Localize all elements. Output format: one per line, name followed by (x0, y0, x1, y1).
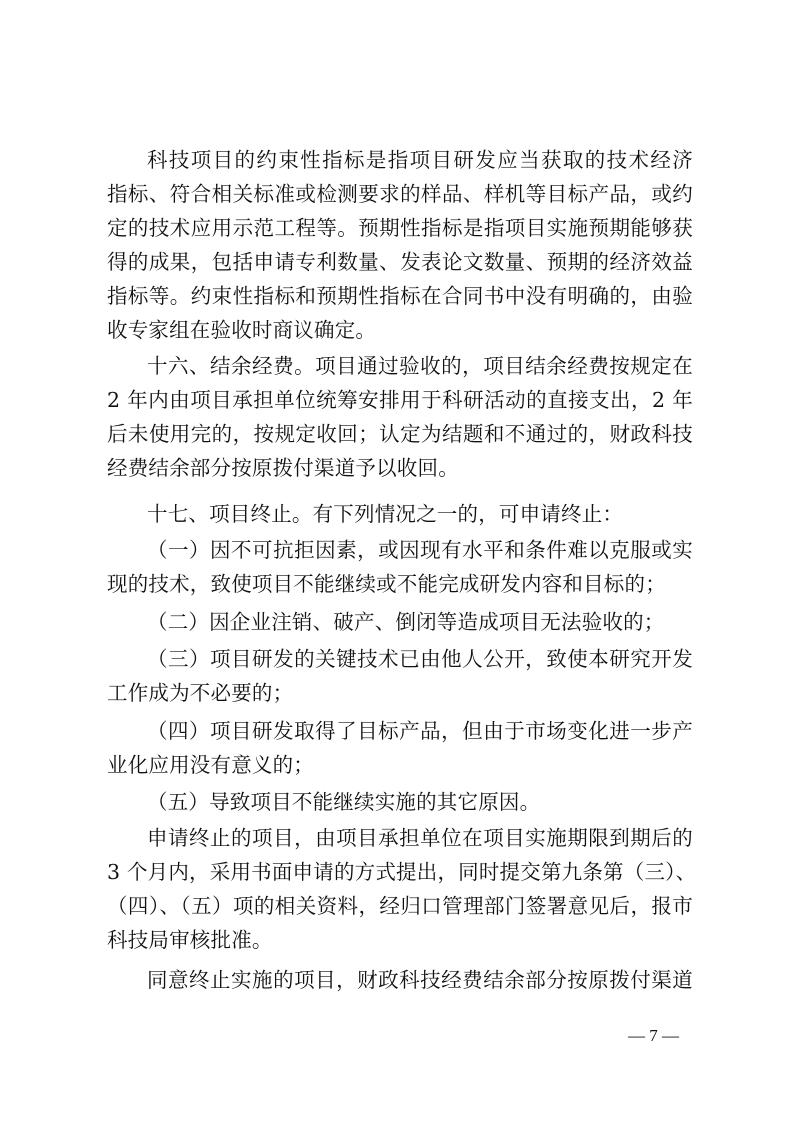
text-line: （四）项目研发取得了目标产品，但由于市场变化进一步产 (147, 719, 693, 743)
text-line: 科技局审核批准。 (107, 928, 273, 952)
text-line: 同意终止实施的项目，财政科技经费结余部分按原拨付渠道 (147, 968, 693, 992)
text-line: 2 年内由项目承担单位统筹安排用于科研活动的直接支出，2 年 (107, 388, 693, 412)
text-line: 指标、符合相关标准或检测要求的样品、样机等目标产品，或约 (107, 182, 693, 206)
text-line: 3 个月内，采用书面申请的方式提出，同时提交第九条第（三）、 (107, 860, 697, 884)
text-line: 定的技术应用示范工程等。预期性指标是指项目实施预期能够获 (107, 216, 693, 240)
text-line: （四）、（五）项的相关资料，经归口管理部门签署意见后，报市 (107, 894, 693, 918)
text-line: （一）因不可抗拒因素，或因现有水平和条件难以克服或实 (147, 538, 693, 562)
text-line: 现的技术，致使项目不能继续或不能完成研发内容和目标的； (107, 572, 666, 596)
text-line: 十六、结余经费。项目通过验收的，项目结余经费按规定在 (147, 354, 693, 378)
text-line: 业化应用没有意义的； (107, 753, 314, 777)
text-line: （五）导致项目不能继续实施的其它原因。 (147, 790, 541, 814)
text-line: 工作成为不必要的； (107, 681, 294, 705)
text-line: 收专家组在验收时商议确定。 (107, 318, 377, 342)
page-number: — 7 — (628, 1026, 679, 1045)
text-line: 指标等。约束性指标和预期性指标在合同书中没有明确的，由验 (107, 284, 693, 308)
text-line: （三）项目研发的关键技术已由他人公开，致使本研究开发 (147, 647, 693, 671)
text-line: 申请终止的项目，由项目承担单位在项目实施期限到期后的 (147, 826, 693, 850)
text-line: 科技项目的约束性指标是指项目研发应当获取的技术经济 (147, 148, 693, 172)
text-line: 得的成果，包括申请专利数量、发表论文数量、预期的经济效益 (107, 250, 693, 274)
text-line: （二）因企业注销、破产、倒闭等造成项目无法验收的； (147, 610, 665, 634)
text-line: 后未使用完的，按规定收回；认定为结题和不通过的，财政科技 (107, 422, 693, 446)
text-line: 十七、项目终止。有下列情况之一的，可申请终止： (147, 502, 624, 526)
text-line: 经费结余部分按原拨付渠道予以收回。 (107, 456, 459, 480)
